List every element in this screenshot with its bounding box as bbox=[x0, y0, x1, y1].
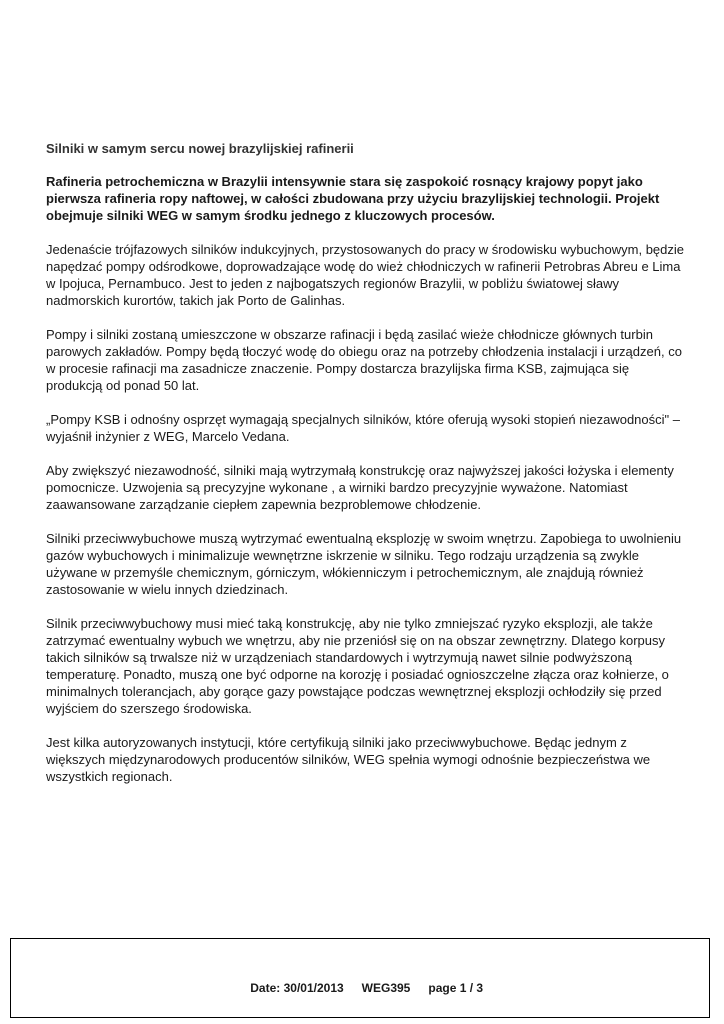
page-footer bbox=[10, 938, 710, 1018]
paragraph-4: Aby zwiększyć niezawodność, silniki mają wytrzymałą konstrukcję oraz najwyższej jakości łożyska i elementy pomocnicze. Uzwojenia są precyzyjne wykonane , a wirniki bardzo precyzyjnie wyważone. Natomiast zaawansowane zarządzanie ciepłem zapewnia bezproblemowe chłodzenie. bbox=[46, 463, 674, 512]
paragraph-7: Jest kilka autoryzowanych instytucji, które certyfikują silniki jako przeciwwybuchowe. Będąc jednym z większych międzynarodowych producentów silników, WEG spełnia wymogi odnośnie bezpieczeństwa we wszystkich regionach. bbox=[46, 735, 651, 784]
footer-page-number: page 1 / 3 bbox=[428, 981, 484, 995]
footer-date: Date: 30/01/2013 bbox=[250, 981, 344, 995]
footer-line bbox=[11, 967, 709, 1009]
paragraph-1: Jedenaście trójfazowych silników indukcyjnych, przystosowanych do pracy w środowisku wybuchowym, będzie napędzać pompy odśrodkowe, doprowadzające wodę do wież chłodniczych w rafinerii Petrobras Abreu e Lima w Ipojuca, Pernambuco. Jest to jeden z najbogatszych regionów Brazylii, w pobliżu światowej sławy nadmorskich kurortów, takich jak Porto de Galinhas. bbox=[46, 242, 685, 308]
document-title: Silniki w samym sercu nowej brazylijskiej rafinerii bbox=[46, 141, 354, 156]
paragraph-3-quote: „Pompy KSB i odnośny osprzęt wymagają specjalnych silników, które oferują wysoki stopień niezawodności" – wyjaśnił inżynier z WEG, Marcelo Vedana. bbox=[46, 412, 680, 444]
footer-doc-code: WEG395 bbox=[361, 981, 411, 995]
lead-paragraph: Rafineria petrochemiczna w Brazylii intensywnie stara się zaspokoić rosnący krajowy popyt jako pierwsza rafineria ropy naftowej, w całości zbudowana przy użyciu brazylijskiej technologii. Projekt obejmuje silniki WEG w samym środku jednego z kluczowych procesów. bbox=[46, 174, 660, 223]
paragraph-6: Silnik przeciwwybuchowy musi mieć taką konstrukcję, aby nie tylko zmniejszać ryzyko eksplozji, ale także zatrzymać ewentualny wybuch we wnętrzu, aby nie przeniósł się on na obszar zewnętrzny. Dlatego korpusy takich silników są trwalsze niż w urządzeniach standardowych i wytrzymują nawet silnie podwyższoną temperaturę. Ponadto, muszą one być odporne na korozję i posiadać ognioszczelne złącza oraz kołnierze, o minimalnych tolerancjach, aby gorące gazy powstające podczas wewnętrznej eksplozji ochłodziły się przed wyjściem do szerszego środowiska. bbox=[46, 616, 669, 716]
paragraph-5: Silniki przeciwwybuchowe muszą wytrzymać ewentualną eksplozję w swoim wnętrzu. Zapobiega to uwolnieniu gazów wybuchowych i minimalizuje wewnętrzne iskrzenie w silniku. Tego rodzaju urządzenia są zwykle używane w przemyśle chemicznym, górniczym, włókienniczym i petrochemicznym, ale znajdują również zastosowanie w wielu innych dziedzinach. bbox=[46, 531, 682, 597]
paragraph-2: Pompy i silniki zostaną umieszczone w obszarze rafinacji i będą zasilać wieże chłodnicze głównych turbin parowych zakładów. Pompy będą tłoczyć wodę do obiegu oraz na potrzeby chłodzenia instalacji i urządzeń, co w procesie rafinacji ma zasadnicze znaczenie. Pompy dostarcza brazylijska firma KSB, zajmująca się produkcją od ponad 50 lat. bbox=[46, 327, 682, 393]
document-body bbox=[46, 140, 686, 802]
